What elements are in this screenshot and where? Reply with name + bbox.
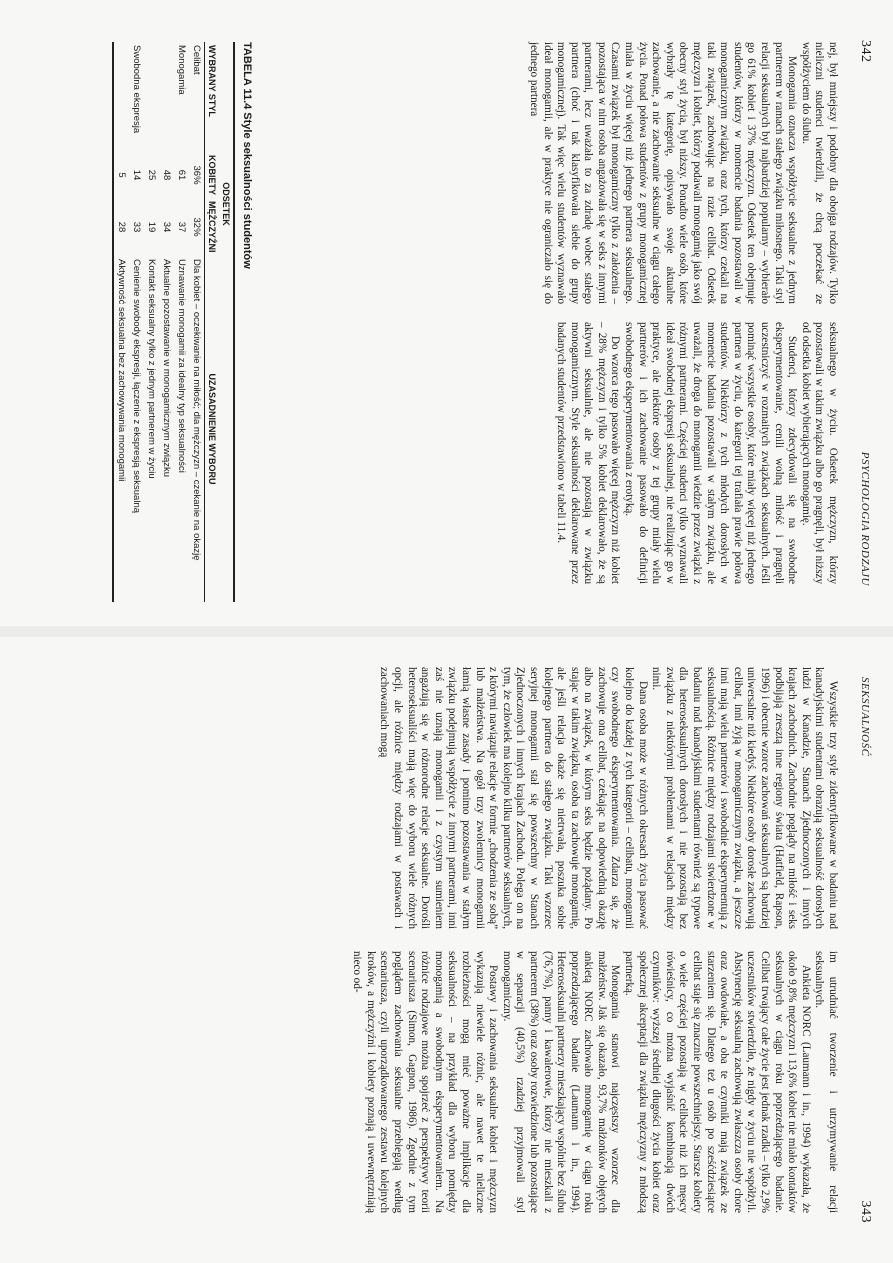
right-page bbox=[0, 637, 893, 1263]
table-cell-reason: Aktywność seksualna bez zachowywania monogamii bbox=[113, 256, 129, 602]
table-cell-men: 37 bbox=[176, 221, 187, 233]
table-cell-style: Swobodna ekspresja bbox=[131, 45, 142, 134]
paragraph: nej, był mniejszy i podobny dla obojga rodzajów. Tylko nieliczni studenci twierdzili, że chcą poczekać ze współżyciem do ślubu. bbox=[799, 42, 839, 304]
table-cell-men: 19 bbox=[146, 221, 157, 233]
table-cell-women: 48 bbox=[161, 169, 172, 181]
table-row bbox=[159, 42, 174, 602]
table-cell-women: 36% bbox=[191, 165, 202, 185]
right-page-column-2 bbox=[350, 951, 839, 1213]
table-header-women: KOBIETY bbox=[205, 152, 220, 198]
paragraph: Studenci, którzy zdecydowali się na swobodne eksperymentowanie, cenili wolną miłość i pragnęli uczestniczyć w rozmaitych związkach seksualnych. Jeśli pominąć wszystkie osoby, które miały więcej niż jednego partnera w życiu, do kategorii tej trafiała prawie połowa studentów. Niektórzy z tych młodych dorosłych w momencie badania pozostawali w stałym związku, ale uważali, że droga do monogamii wiedzie przez związki z różnymi partnerami. Częściej studenci tylko wyznawali ideał swobodnej ekspresji seksualnej, nie realizując go w praktyce, ale niektóre osoby z tej grupy miały wielu partnerów i ich zachowanie pasowało do definicji swobodnego eksperymentowania z erotyką. bbox=[623, 322, 799, 584]
table-cell-women: 14 bbox=[131, 169, 142, 181]
running-head-title: PSYCHOLOGIA RODZAJU bbox=[859, 451, 871, 586]
paragraph: im utrudniać tworzenie i utrzymywanie relacji seksualnych. bbox=[813, 951, 839, 1213]
table-cell-style bbox=[144, 42, 159, 152]
left-page-column-2 bbox=[554, 322, 839, 584]
table-header-spacer bbox=[219, 42, 234, 152]
paragraph: Ankieta NORC (Laumann i in., 1994) wykazała, że około 9,8% mężczyzn i 13,6% kobiet nie miało kontaktów seksualnych w ciągu roku poprzedzającego badanie. Celibat trwający całe życie jest jednak rzadki – tylko 2,9% uczestników stwierdziło, że nigdy w życiu nie współżyli. Abstynencję seksualną zachowują zwłaszcza osoby chore oraz owdowiałe, a oba te czynniki mają związek ze starzeniem się. Dlatego też u osób po sześćdziesiątce celibat staje się znacznie powszechniejszy. Starsze kobiety o wiele częściej pozostają w celibacie niż ich męscy rówieśnicy, co można wyjaśnić kombinacją dwóch czynników: wyższej średniej długości życia kobiet oraz społecznej akceptacji dla związku mężczyzny z młodszą partnerką. bbox=[623, 951, 812, 1213]
table-cell-women: 25 bbox=[146, 169, 157, 181]
table-cell-women: 5 bbox=[113, 152, 129, 198]
page-number: 342 bbox=[858, 40, 873, 63]
table-cell-style: Celibat bbox=[191, 45, 202, 75]
paragraph: Dana osoba może w różnych okresach życia pasować kolejno do każdej z tych kategorii – celibatu, monogamii czy swobodnego eksperymentowania. Zdarza się, że zachowuje ona celibat, czekając na odpowiednią okazję albo na związek, w którym seks będzie pożądany. Po stając w takim związku, osoba ta zachowuje monogamię, ale jeśli relacja okaże się nietrwała, poszuka sobie kolejnego partnera do stałego związku. Taki wzorzec seryjnej monogamii stał się powszechny w Stanach Zjednoczonych i innych krajach Zachodu. Polega on na tym, że człowiek ma kolejno kilku partnerów seksualnych, z którymi nawiązuje relacje w formie „chodzenia ze sobą” lub małżeństwa. Na ogół trzy zwolennicy monogamii łamią własne zasady i pomimo pozostawania w stałym związku podejmują współżycie z innymi partnerami, inni zaś nie uznają monogamii i z czystym sumieniem angażują się w różnorodne relacje seksualne. Dorośli heteroseksualiści mają więc do wyboru wiele różnych opcji, ale różnice między rodzajami w postawach i zachowaniach mogą bbox=[378, 667, 649, 929]
table-title: TABELA 11.4 Style seksualności studentów bbox=[241, 42, 253, 269]
paragraph: seksualnego w życiu. Odsetek mężczyzn, którzy pozostawali w takim związku albo go pragnęli, był niższy od odsetka kobiet wybierających monogamię. bbox=[799, 322, 839, 584]
table-row bbox=[174, 42, 189, 602]
paragraph: Wszystkie trzy style zidentyfikowane w badaniu nad kanadyjskimi studentami obrazują seksualność dorosłych ludzi w Kanadzie, Stanach Zjednoczonych i innych krajach zachodnich. Zachodnie poglądy na miłość i seks podbijają zresztą inne regiony świata (Hatfield, Rapson, 1996) i obecnie wzorce zachowań seksualnych są bardziej uniwersalne niż kiedyś. Niektóre osoby dorosłe zachowują celibat, inni żyją w monogamicznym związku, a jeszcze inni mają wielu partnerów i swobodnie eksperymentują z seksualnością. Różnice między rodzajami stwierdzone w badaniu nad kanadyjskimi studentami również są typowe dla heteroseksualnych dorosłych i nie pozostają bez związku z niektórymi problemami w relacjach między nimi. bbox=[650, 667, 839, 929]
table-cell-style bbox=[159, 42, 174, 152]
running-head-title: SEKSUALNOŚĆ bbox=[859, 677, 871, 757]
table-header-style: WYBRANY STYL bbox=[205, 42, 220, 152]
table-cell-style: Monogamia bbox=[176, 45, 187, 95]
table-cell-reason: Aktualne pozostawanie w monogamicznym związku bbox=[161, 259, 172, 478]
table-row bbox=[189, 42, 205, 602]
right-running-head bbox=[855, 677, 871, 1223]
right-page-column-1 bbox=[377, 667, 839, 929]
paragraph: Postawy i zachowania seksualne kobiet i mężczyzn wykazują niewiele różnic, ale nawet te nieliczne rozbieżności mogą mieć poważne implikacje dla seksualności – na przykład dla wyboru pomiędzy monogamią a swobodnym eksperymentowaniem. Na różnice rodzajowe można spojrzeć z perspektywy teorii scenariusza (Simon, Gagnon, 1986). Zgodnie z tym poglądem zachowania seksualne przebiegają według scenariusza, czyli uporządkowanego zestawu kolejnych kroków, a mężczyźni i kobiety poznają i uwewnętrzniają nieco od- bbox=[351, 951, 500, 1213]
table-cell-men: 33 bbox=[131, 221, 142, 233]
table-cell-reason: Cenienie swobody ekspresji, łączenie z ekspresją seksualną bbox=[131, 259, 142, 514]
table-header-spacer bbox=[219, 256, 234, 602]
table-row bbox=[144, 42, 159, 602]
table-group-header: ODSETEK bbox=[219, 152, 234, 256]
left-running-head bbox=[855, 40, 871, 586]
paragraph: Monogamia stanowi najczęstszy wzorzec dla małżeństw. Jak się okazało, 93,7% małżonków objętych ankietą NORC zachowało monogamię w ciągu roku poprzedzającego badanie (Laumann i in., 1994). Heteroseksualni partnerzy mieszkający wspólnie bez ślubu (76,7%), panny i kawalerowie, którzy nie mieszkali z partnerem (38%) oraz osoby rozwiedzione lub pozostające w separacji (40,5%) rzadziej przyjmowali styl monogamiczny. bbox=[500, 951, 622, 1213]
table-row bbox=[113, 42, 129, 602]
paragraph: Do wzorca tego pasowało więcej mężczyzn niż kobiet – 28% mężczyzn i tylko 5% kobiet deklarowało, że są aktywni seksualnie, ale nie pozostają w związku monogamicznym. Style seksualności deklarowane przez badanych studentów przedstawiono w tabeli 11.4. bbox=[555, 322, 622, 584]
table-cell-reason: Dla kobiet – oczekiwanie na miłość; dla mężczyzn – czekanie na okazję bbox=[191, 259, 202, 561]
table-cell-reason: Uznawanie monogamii za idealny typ seksualności bbox=[176, 259, 187, 473]
table-cell-style bbox=[113, 42, 129, 152]
table-cell-women: 61 bbox=[176, 169, 187, 181]
paragraph: Monogamia oznacza współżycie seksualne z jednym partnerem w ramach stałego związku miłosnego. Taki styl relacji seksualnych był najbardziej popularny – wybierało go 61% kobiet i 37% mężczyzn. Odsetek ten obejmuje studentów, którzy w momencie badania pozostawali w monogamicznym związku, oraz tych, którzy czekali na taki związek, zachowując na razie celibat. Odsetek mężczyzn i kobiet, którzy podawali monogamię jako swój obecny styl życia, był niższy. Ponadto wiele osób, które wybrały tę kategorię, opisywało swoje aktualne zachowanie, a nie zachowanie seksualne w ciągu całego życia. Ponad połowa studentów z grupy monogamicznej miała w życiu więcej niż jednego partnera seksualnego. Czasami związek był monogamiczny tylko z założenia – pozostająca w nim osoba angażowała się w seks z innymi partnerami, lecz uważała to za zdradę wobec stałego partnera (choć i tak klasyfikowała siebie do grupy monogamicznej). Tak więc wielu studentów wyznawało ideał monogamii, ale w praktyce nie ograniczało się do jednego partnera bbox=[527, 42, 799, 304]
book-gutter bbox=[0, 626, 893, 637]
left-page-column-1 bbox=[526, 42, 839, 304]
table-header-men: MĘŻCZYŹNI bbox=[205, 198, 220, 256]
table-header-reason: UZASADNIENIE WYBORU bbox=[205, 256, 220, 602]
page-number: 343 bbox=[858, 1200, 873, 1223]
table-11-4 bbox=[112, 42, 253, 602]
left-page bbox=[0, 0, 893, 626]
table-row bbox=[129, 42, 144, 602]
table-cell-men: 32% bbox=[191, 217, 202, 237]
table-cell-men: 28 bbox=[113, 198, 129, 256]
table-cell-reason: Kontakt seksualny tylko z jednym partnerem w życiu bbox=[146, 259, 157, 479]
table-cell-men: 34 bbox=[161, 221, 172, 233]
sexuality-styles-table bbox=[112, 42, 235, 602]
